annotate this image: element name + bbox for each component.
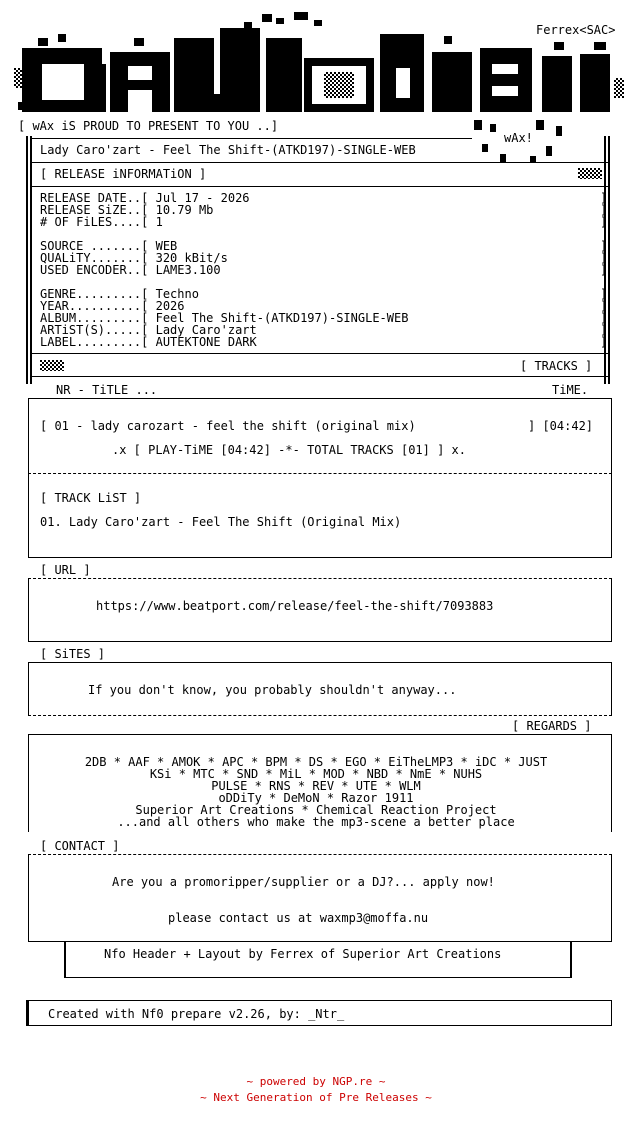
regards-line: Superior Art Creations * Chemical Reaction Project — [135, 803, 497, 817]
title-rule-bottom — [32, 162, 610, 163]
regards-line: ...and all others who make the mp3-scene a better place — [117, 815, 515, 829]
wax-ascii-logo — [14, 8, 624, 120]
info-release-date: RELEASE DATE..[ Jul 17 - 2026 — [40, 191, 250, 205]
powered-by: ~ powered by NGP.re ~ — [246, 1075, 386, 1088]
release-info-label: [ RELEASE iNFORMATiON ] — [40, 167, 207, 181]
regards-line: KSi * MTC * SND * MiL * MOD * NBD * NmE * NUHS — [149, 767, 483, 781]
tracks-frame — [28, 398, 612, 474]
sites-text: If you don't know, you probably shouldn't anyway... — [88, 683, 457, 697]
regards-line: 2DB * AAF * AMOK * APC * BPM * DS * EGO * EiTheLMP3 * iDC * JUST — [84, 755, 548, 769]
tracks-label: [ TRACKS ] — [520, 359, 593, 373]
info-genre: GENRE.........[ Techno — [40, 287, 199, 301]
col-time: TiME. — [552, 383, 589, 397]
contact-frame — [28, 854, 612, 942]
title-rule-top — [32, 138, 472, 139]
info-encoder: USED ENCODER..[ LAME3.100 — [40, 263, 221, 277]
track-line: [ 01 - lady carozart - feel the shift (original mix) — [40, 419, 416, 433]
contact-line-apply: Are you a promoripper/supplier or a DJ?... apply now! — [112, 875, 495, 889]
ferrex-credit: Ferrex<SAC> — [536, 23, 616, 37]
release-url-link[interactable]: https://www.beatport.com/release/feel-the-shift/7093883 — [96, 599, 494, 613]
release-title: Lady Caro'zart - Feel The Shift-(ATKD197)-SINGLE-WEB — [40, 143, 416, 157]
wax-tag: wAx! — [504, 131, 533, 145]
dither-block-icon — [40, 360, 64, 371]
col-nr-title: NR - TiTLE ... — [56, 383, 158, 397]
info-source: SOURCE .......[ WEB — [40, 239, 178, 253]
created-with: Created with Nf0 prepare v2.26, by: _Ntr_ — [48, 1007, 345, 1021]
info-release-size: RELEASE SiZE..[ 10.79 Mb — [40, 203, 214, 217]
tracklist-item: 01. Lady Caro'zart - Feel The Shift (Original Mix) — [40, 515, 402, 529]
track-time: ] [04:42] — [528, 419, 594, 433]
sites-label: [ SiTES ] — [40, 647, 106, 661]
proud-presents: [ wAx iS PROUD TO PRESENT TO YOU ..] — [18, 119, 279, 133]
play-time-summary: .x [ PLAY-TiME [04:42] -*- TOTAL TRACKS [01] ] x. — [112, 443, 467, 457]
info-album: ALBUM.........[ Feel The Shift-(ATKD197)-SINGLE-WEB — [40, 311, 409, 325]
regards-line: PULSE * RNS * REV * UTE * WLM — [211, 779, 421, 793]
info-label: LABEL.........[ AUTEKTONE DARK — [40, 335, 257, 349]
info-year: YEAR..........[ 2026 — [40, 299, 185, 313]
info-artist: ARTiST(S).....[ Lady Caro'zart — [40, 323, 257, 337]
dither-block-icon — [578, 168, 602, 179]
regards-line: oDDiTy * DeMoN * Razor 1911 — [218, 791, 414, 805]
next-generation: ~ Next Generation of Pre Releases ~ — [200, 1091, 432, 1104]
info-brackets: ] ] ] ] ] ] ] ] ] ] ] — [600, 191, 608, 349]
tracklist-label: [ TRACK LiST ] — [40, 491, 142, 505]
layout-credit: Nfo Header + Layout by Ferrex of Superior Art Creations — [104, 947, 502, 961]
url-label: [ URL ] — [40, 563, 91, 577]
info-num-files: # OF FiLES....[ 1 — [40, 215, 163, 229]
regards-label: [ REGARDS ] — [512, 719, 592, 733]
contact-label: [ CONTACT ] — [40, 839, 120, 853]
info-quality: QUALiTY.......[ 320 kBit/s — [40, 251, 228, 265]
tracks-header-rule — [32, 376, 610, 377]
contact-line-email: please contact us at waxmp3@moffa.nu — [168, 911, 429, 925]
